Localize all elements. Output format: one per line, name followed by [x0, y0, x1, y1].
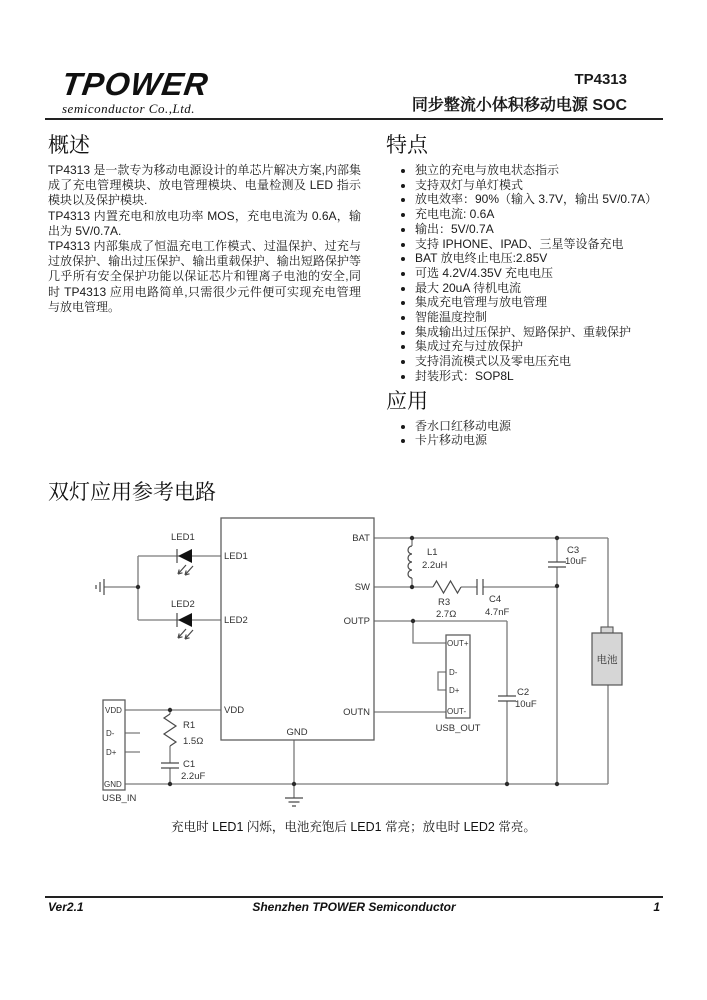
- c3-ref: C3: [567, 545, 580, 556]
- reference-circuit-schematic: [0, 500, 707, 840]
- features-section: [386, 134, 672, 448]
- ic-pin-sw: SW: [354, 582, 370, 593]
- logo-subtitle: semiconductor Co.,Ltd.: [62, 101, 196, 116]
- feature-item: • 输出：5V/0.7A: [415, 222, 672, 237]
- feature-item: • 放电效率：90%（输入 3.7V，输出 5V/0.7A）: [415, 192, 672, 207]
- footer-page-number: 1: [653, 900, 660, 914]
- usb-in-pin-dminus: D-: [106, 729, 115, 738]
- footer-divider: [45, 896, 663, 898]
- inductor-l1: [408, 546, 447, 578]
- c2-ref: C2: [517, 687, 530, 698]
- feature-item: • 集成充电管理与放电管理: [415, 295, 672, 310]
- usb-in-label: USB_IN: [102, 793, 137, 804]
- overview-paragraph: TP4313 内部集成了恒温充电工作模式、过温保护、过充与过放保护、输出过压保护、输出重载保护、输出短路保护等几乎所有安全保护功能以保证芯片和锂离子电池的安全,同时 TP4313 应用电路简单,只需很少元件便可实现充电管理与放电管理。: [48, 239, 361, 314]
- feature-item: • 集成过充与过放保护: [415, 339, 672, 354]
- document-header: [412, 72, 627, 115]
- capacitor-c3: [548, 545, 587, 567]
- application-item: • 卡片移动电源: [415, 433, 672, 448]
- header-divider: [45, 118, 663, 120]
- ic-pin-led1: LED1: [224, 551, 248, 562]
- c4-value: 4.7nF: [485, 607, 510, 618]
- page-footer: [48, 900, 660, 914]
- ic-pin-gnd: GND: [286, 727, 308, 738]
- battery-label: 电池: [596, 654, 618, 666]
- capacitor-c1: [161, 759, 205, 782]
- circuit-caption: 充电时 LED1 闪烁，电池充饱后 LED1 常亮；放电时 LED2 常亮。: [171, 820, 536, 834]
- c2-value: 10uF: [515, 699, 537, 710]
- usb-out-pin-outplus: OUT+: [447, 639, 469, 648]
- circuit-heading: 双灯应用参考电路: [48, 480, 216, 504]
- feature-item: • 支持 IPHONE、IPAD、三星等设备充电: [415, 237, 672, 252]
- resistor-r1: [164, 714, 203, 747]
- part-number: TP4313: [574, 71, 627, 88]
- feature-item: • 支持双灯与单灯模式: [415, 178, 672, 193]
- capacitor-c2: [498, 687, 537, 710]
- c1-value: 2.2uF: [181, 771, 206, 782]
- battery-symbol: [592, 627, 622, 685]
- usb-out-pin-dminus: D-: [449, 668, 458, 677]
- applications-list: [386, 419, 672, 448]
- ic-pin-led2: LED2: [224, 615, 248, 626]
- usb-out-label: USB_OUT: [435, 723, 481, 734]
- feature-item: • 可选 4.2V/4.35V 充电电压: [415, 266, 672, 281]
- r1-value: 1.5Ω: [183, 736, 204, 747]
- led1-symbol: [171, 532, 195, 575]
- features-list: [386, 163, 672, 384]
- usb-in-pin-vdd: VDD: [105, 706, 122, 715]
- c1-ref: C1: [183, 759, 196, 770]
- ic-pin-outn: OUTN: [343, 707, 370, 718]
- led2-label: LED2: [171, 599, 195, 610]
- feature-item: • 支持涓流模式以及零电压充电: [415, 354, 672, 369]
- usb-out-connector: [436, 635, 481, 734]
- resistor-r3: [433, 581, 461, 620]
- r3-ref: R3: [438, 597, 451, 608]
- document-title: 同步整流小体积移动电源 SOC: [411, 96, 627, 114]
- c4-ref: C4: [489, 594, 502, 605]
- l1-ref: L1: [427, 547, 438, 558]
- overview-paragraph: TP4313 是一款专为移动电源设计的单芯片解决方案,内部集成了充电管理模块、放电管理模块、电量检测及 LED 指示模块以及保护模块.: [48, 163, 361, 208]
- led2-symbol: [171, 599, 195, 639]
- ground-icon: [285, 798, 303, 806]
- feature-item: • 封装形式：SOP8L: [415, 369, 672, 384]
- usb-in-pin-dplus: D+: [106, 748, 117, 757]
- feature-item: • BAT 放电终止电压:2.85V: [415, 251, 672, 266]
- feature-item: • 充电电流: 0.6A: [415, 207, 672, 222]
- ic-pin-bat: BAT: [352, 533, 370, 544]
- c3-value: 10uF: [565, 556, 587, 567]
- usb-in-pin-gnd: GND: [104, 780, 122, 789]
- usb-out-pin-dplus: D+: [449, 686, 460, 695]
- usb-out-pin-outminus: OUT-: [447, 707, 467, 716]
- features-heading: 特点: [386, 133, 428, 157]
- footer-company: Shenzhen TPOWER Semiconductor: [252, 900, 456, 914]
- feature-item: • 智能温度控制: [415, 310, 672, 325]
- led1-label: LED1: [171, 532, 195, 543]
- r3-value: 2.7Ω: [436, 609, 457, 620]
- applications-heading: 应用: [386, 388, 428, 413]
- feature-item: • 独立的充电与放电状态指示: [415, 163, 672, 178]
- l1-value: 2.2uH: [422, 560, 448, 571]
- capacitor-c4: [477, 579, 509, 618]
- company-logo: [59, 66, 211, 117]
- footer-version: Ver2.1: [48, 900, 84, 914]
- ic-pin-outp: OUTP: [343, 616, 370, 627]
- ground-icon: [96, 579, 104, 595]
- ic-pin-vdd: VDD: [224, 705, 245, 716]
- overview-paragraph: TP4313 内置充电和放电功率 MOS，充电电流为 0.6A，输出为 5V/0.7A.: [48, 208, 361, 238]
- overview-heading: 概述: [48, 133, 90, 157]
- application-item: • 香水口红移动电源: [415, 419, 672, 434]
- r1-ref: R1: [183, 720, 196, 731]
- overview-section: [48, 134, 361, 315]
- logo-brand-text: TPOWER: [59, 66, 211, 102]
- feature-item: • 最大 20uA 待机电流: [415, 281, 672, 296]
- feature-item: • 集成输出过压保护、短路保护、重载保护: [415, 325, 672, 340]
